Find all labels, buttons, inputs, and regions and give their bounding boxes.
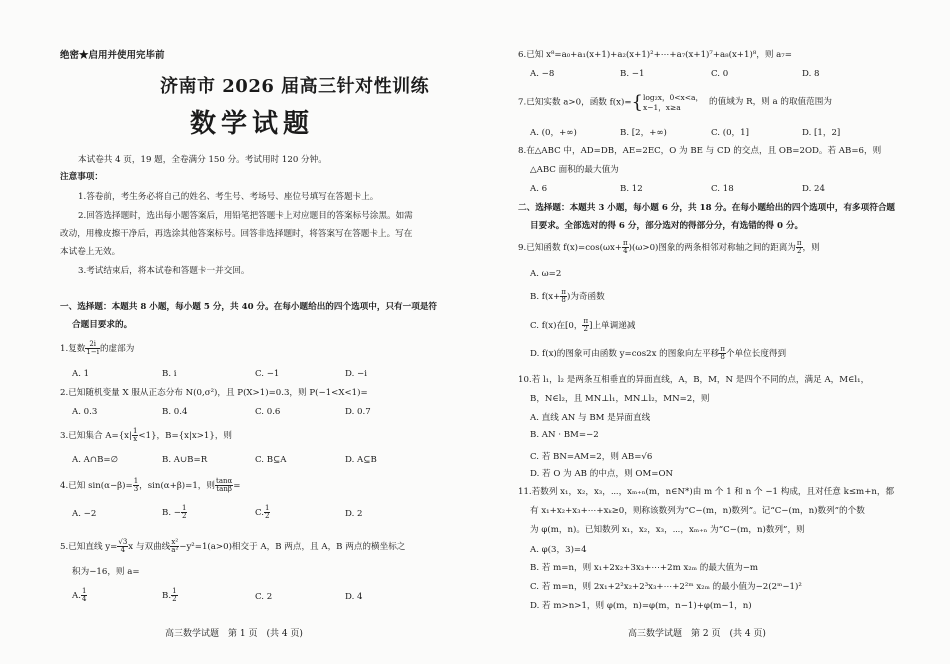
- q1-option-c[interactable]: C. −1: [255, 369, 280, 379]
- q2-option-d[interactable]: D. 0.7: [345, 407, 371, 417]
- question-10-line1: 10.若 l₁，l₂ 是两条互相垂直的异面直线，A，B，M，N 是四个不同的点，满足 A，M∈l₁，: [518, 375, 870, 385]
- question-1-stem: 1.复数 $\frac{2i}{1-i}$ 的虚部为: [60, 340, 135, 356]
- question-11-line3: 为 φ(m，n)。已知数列 x₁，x₂，x₃，⋯，xₘ₊ₙ 为“C−(m，n)数列”，则: [530, 525, 805, 535]
- q5-option-a[interactable]: A. $\frac{1}{4}$: [72, 587, 87, 603]
- q10-option-d[interactable]: D. 若 O 为 AB 的中点，则 OM=ON: [530, 469, 674, 479]
- question-5-line2: 积为−16，则 a=: [72, 567, 140, 577]
- q9-option-a[interactable]: A. ω=2: [530, 269, 562, 279]
- q8-option-d[interactable]: D. 24: [802, 184, 825, 194]
- q9-option-c[interactable]: C. f(x)在[0， $\frac{\pi}{2}$ ]上单调递减: [530, 317, 636, 333]
- question-7-stem: 7.已知实数 a>0，函数 f(x)={ log₂x，0<x<a， x−1，x≥a 的值域为 R，则 a 的取值范围为: [518, 91, 832, 113]
- q8-option-a[interactable]: A. 6: [530, 184, 548, 194]
- q3-option-b[interactable]: B. A∪B=R: [162, 455, 208, 465]
- q6-option-d[interactable]: D. 8: [802, 69, 820, 79]
- question-6-stem: 6.已知 x⁸=a₀+a₁(x+1)+a₂(x+1)²+⋯+a₇(x+1)⁷+a₈(x+1)⁸，则 a₇=: [518, 50, 792, 60]
- note-3: 3.考试结束后，将本试卷和答题卡一并交回。: [78, 266, 250, 276]
- q7-option-b[interactable]: B. [2，+∞): [620, 128, 667, 138]
- section1-line1: 一、选择题：本题共 8 小题，每小题 5 分，共 40 分。在每小题给出的四个选项中，只有一项是符: [60, 302, 438, 312]
- section2-line2: 目要求。全部选对的得 6 分，部分选对的得部分分，有选错的得 0 分。: [530, 221, 804, 231]
- q11-option-d[interactable]: D. 若 m>n>1，则 φ(m，n)=φ(m，n−1)+φ(m−1，n): [530, 601, 752, 611]
- q11-option-a[interactable]: A. φ(3，3)=4: [530, 545, 587, 555]
- q4-option-c[interactable]: C. $\frac{1}{2}$: [255, 504, 270, 520]
- notes-heading: 注意事项：: [60, 172, 103, 182]
- q5-option-d[interactable]: D. 4: [345, 592, 363, 602]
- question-3-stem: 3.已知集合 A={x| $\frac{1}{x}$ <1}，B={x|x>1}，则: [60, 427, 233, 443]
- q11-option-b[interactable]: B. 若 m=n，则 x₁+2x₂+3x₃+⋯+2m x₂ₘ 的最大值为−m: [530, 563, 759, 573]
- intro-text: 本试卷共 4 页，19 题，全卷满分 150 分。考试用时 120 分钟。: [78, 155, 327, 165]
- q10-option-a[interactable]: A. 直线 AN 与 BM 是异面直线: [530, 413, 651, 423]
- note-2c: 本试卷上无效。: [60, 247, 121, 257]
- q9-option-d[interactable]: D. f(x)的图象可由函数 y=cos2x 的图象向左平移 $\frac{\pi}{8}$ 个单位长度得到: [530, 345, 787, 361]
- q2-option-b[interactable]: B. 0.4: [162, 407, 188, 417]
- exam-title: 济南市 2026 届高三针对性训练: [160, 76, 430, 97]
- q7-option-d[interactable]: D. [1，2]: [802, 128, 841, 138]
- q11-option-c[interactable]: C. 若 m=n，则 2x₁+2²x₂+2³x₃+⋯+2²ᵐ x₂ₘ 的最小值为−2(2ᵐ−1)²: [530, 582, 802, 592]
- note-2b: 改动，用橡皮擦干净后，再选涂其他答案标号。回答非选择题时，将答案写在答题卡上。写在: [60, 229, 413, 239]
- q4-option-b[interactable]: B. − $\frac{1}{2}$: [162, 504, 187, 520]
- q1-option-a[interactable]: A. 1: [72, 369, 90, 379]
- q5-option-c[interactable]: C. 2: [255, 592, 273, 602]
- secret-label: 绝密★启用并使用完毕前: [60, 50, 165, 61]
- question-2-stem: 2.已知随机变量 X 服从正态分布 N(0,σ²)，且 P(X>1)=0.3，则 P(−1<X<1)=: [60, 388, 368, 398]
- question-5-stem: 5.已知直线 y= $\frac{√3}{4}$ x 与双曲线 $\frac{\text{x²}}{\text{a²}}$ −y²=1(a>0)相交于 A，B 两点，且 A，B 两点的横坐标之: [60, 538, 406, 554]
- subject-title: 数学试题: [190, 109, 315, 139]
- q8-option-b[interactable]: B. 12: [620, 184, 643, 194]
- q8-option-c[interactable]: C. 18: [711, 184, 734, 194]
- q6-option-b[interactable]: B. −1: [620, 69, 645, 79]
- q7-option-c[interactable]: C. (0，1]: [711, 128, 749, 138]
- question-4-stem: 4.已知 sin(α−β)= $\frac{1}{3}$ ，sin(α+β)=1，则 $\frac{\tan\alpha}{\tan\beta}$ =: [60, 477, 241, 493]
- q5-option-b[interactable]: B. $\frac{1}{2}$: [162, 587, 177, 603]
- q2-option-c[interactable]: C. 0.6: [255, 407, 281, 417]
- q10-option-c[interactable]: C. 若 BN=AM=2，则 AB=√6: [530, 452, 653, 462]
- q4-option-d[interactable]: D. 2: [345, 509, 363, 519]
- note-1: 1.答卷前，考生务必将自己的姓名、考生号、考场号、座位号填写在答题卡上。: [78, 192, 379, 202]
- q6-option-c[interactable]: C. 0: [711, 69, 729, 79]
- question-9-stem: 9.已知函数 f(x)=cos(ωx+ $\frac{\pi}{4}$ )(ω>0)图象的两条相邻对称轴之间的距离为 $\frac{\pi}{2}$ ，则: [518, 239, 820, 255]
- q4-option-a[interactable]: A. −2: [72, 509, 97, 519]
- q10-option-b[interactable]: B. AN · BM=−2: [530, 430, 599, 440]
- q7-option-a[interactable]: A. (0，+∞): [530, 128, 577, 138]
- footer-right: 高三数学试题 第 2 页 (共 4 页): [628, 629, 766, 639]
- q9-option-b[interactable]: B. f(x+ $\frac{\pi}{8}$ )为奇函数: [530, 288, 605, 304]
- q6-option-a[interactable]: A. −8: [530, 69, 555, 79]
- q3-option-a[interactable]: A. A∩B=∅: [72, 455, 119, 465]
- note-2a: 2.回答选择题时，选出每小题答案后，用铅笔把答题卡上对应题目的答案标号涂黑。如需: [78, 211, 413, 221]
- question-10-line2: B，N∈l₂，且 MN⊥l₁，MN⊥l₂，MN=2，则: [530, 394, 710, 404]
- question-11-line2: 有 x₁+x₂+x₃+⋯+xₖ≥0，则称该数列为“C−(m，n)数列”。记“C−(m，n)数列”的个数: [530, 506, 865, 516]
- section2-line1: 二、选择题：本题共 3 小题，每小题 6 分，共 18 分。在每小题给出的四个选项中，有多项符合题: [518, 203, 896, 213]
- q1-option-d[interactable]: D. −i: [345, 369, 367, 379]
- question-8-line1: 8.在△ABC 中，AD=DB，AE=2EC，O 为 BE 与 CD 的交点，且 OB=2OD。若 AB=6，则: [518, 146, 882, 156]
- q3-option-c[interactable]: C. B⊆A: [255, 455, 287, 465]
- question-11-line1: 11.若数列 x₁，x₂，x₃，⋯，xₘ₊ₙ(m，n∈N*)由 m 个 1 和 n 个 −1 构成，且对任意 k≤m+n，都: [518, 487, 895, 497]
- q1-option-b[interactable]: B. i: [162, 369, 177, 379]
- footer-left: 高三数学试题 第 1 页 (共 4 页): [165, 629, 303, 639]
- right-page: [478, 0, 950, 664]
- q2-option-a[interactable]: A. 0.3: [72, 407, 98, 417]
- q3-option-d[interactable]: D. A⊆B: [345, 455, 377, 465]
- left-page: [0, 0, 470, 664]
- question-8-line2: △ABC 面积的最大值为: [530, 165, 619, 175]
- section1-line2: 合题目要求的。: [72, 320, 133, 330]
